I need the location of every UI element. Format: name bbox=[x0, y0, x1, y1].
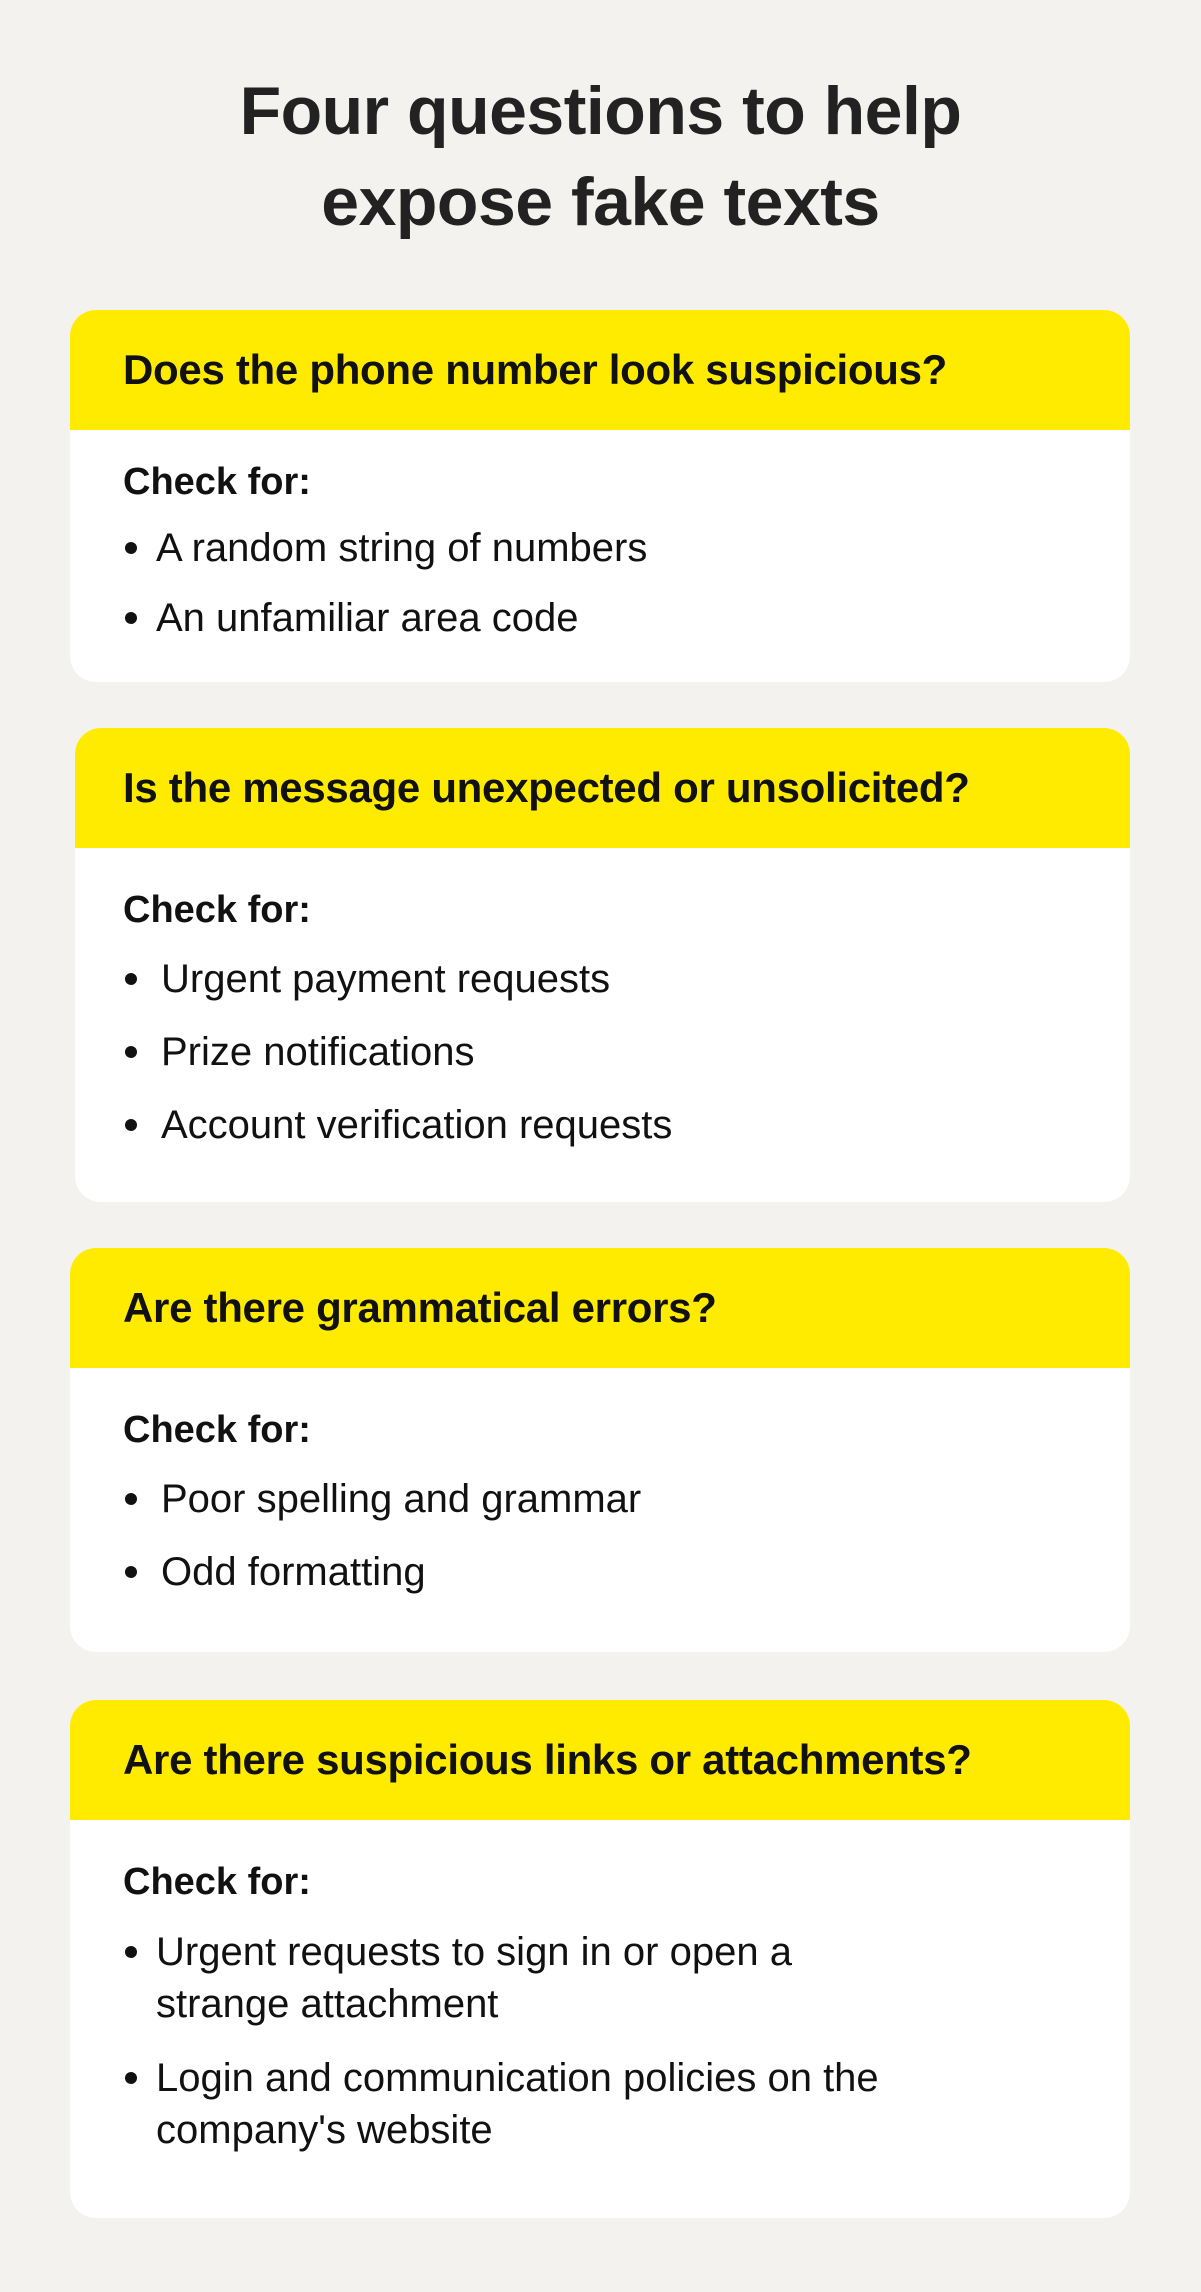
question-header: Does the phone number look suspicious? bbox=[70, 310, 1130, 430]
list-item: An unfamiliar area code bbox=[123, 592, 1077, 644]
list-item: Account verification requests bbox=[123, 1099, 1077, 1151]
card-body bbox=[70, 1860, 1130, 2156]
question-card-suspicious-links bbox=[70, 1700, 1130, 2218]
question-header: Are there grammatical errors? bbox=[70, 1248, 1130, 1368]
bullet-icon bbox=[125, 1566, 137, 1578]
bullet-icon bbox=[125, 973, 137, 985]
bullet-icon bbox=[125, 1046, 137, 1058]
bullet-icon bbox=[125, 2072, 137, 2084]
check-list bbox=[123, 1926, 1077, 2156]
list-item: Prize notifications bbox=[123, 1026, 1077, 1078]
card-body bbox=[70, 1408, 1130, 1598]
check-for-label: Check for: bbox=[123, 461, 311, 503]
check-for-label: Check for: bbox=[123, 1409, 311, 1451]
check-list bbox=[123, 953, 1077, 1151]
bullet-icon bbox=[125, 542, 137, 554]
check-list bbox=[123, 522, 1077, 644]
page-title bbox=[0, 66, 1201, 248]
list-item: Odd formatting bbox=[123, 1546, 1077, 1598]
bullet-icon bbox=[125, 612, 137, 624]
card-body bbox=[75, 888, 1130, 1151]
bullet-icon bbox=[125, 1493, 137, 1505]
page-title-line-2: expose fake texts bbox=[321, 164, 880, 240]
bullet-icon bbox=[125, 1119, 137, 1131]
list-item: A random string of numbers bbox=[123, 522, 1077, 574]
list-item: Urgent payment requests bbox=[123, 953, 1077, 1005]
question-card-unexpected-message bbox=[75, 728, 1130, 1202]
bullet-icon bbox=[125, 1946, 137, 1958]
card-body bbox=[70, 460, 1130, 644]
question-header: Is the message unexpected or unsolicited? bbox=[75, 728, 1130, 848]
page-title-line-1: Four questions to help bbox=[239, 73, 962, 149]
check-list bbox=[123, 1473, 1077, 1598]
question-card-phone-number bbox=[70, 310, 1130, 682]
list-item: Poor spelling and grammar bbox=[123, 1473, 1077, 1525]
check-for-label: Check for: bbox=[123, 1861, 311, 1903]
list-item: Urgent requests to sign in or open a strange attachment bbox=[123, 1926, 1077, 2030]
question-header: Are there suspicious links or attachments? bbox=[70, 1700, 1130, 1820]
question-card-grammatical-errors bbox=[70, 1248, 1130, 1652]
list-item: Login and communication policies on the company's website bbox=[123, 2052, 1077, 2156]
check-for-label: Check for: bbox=[123, 889, 311, 931]
